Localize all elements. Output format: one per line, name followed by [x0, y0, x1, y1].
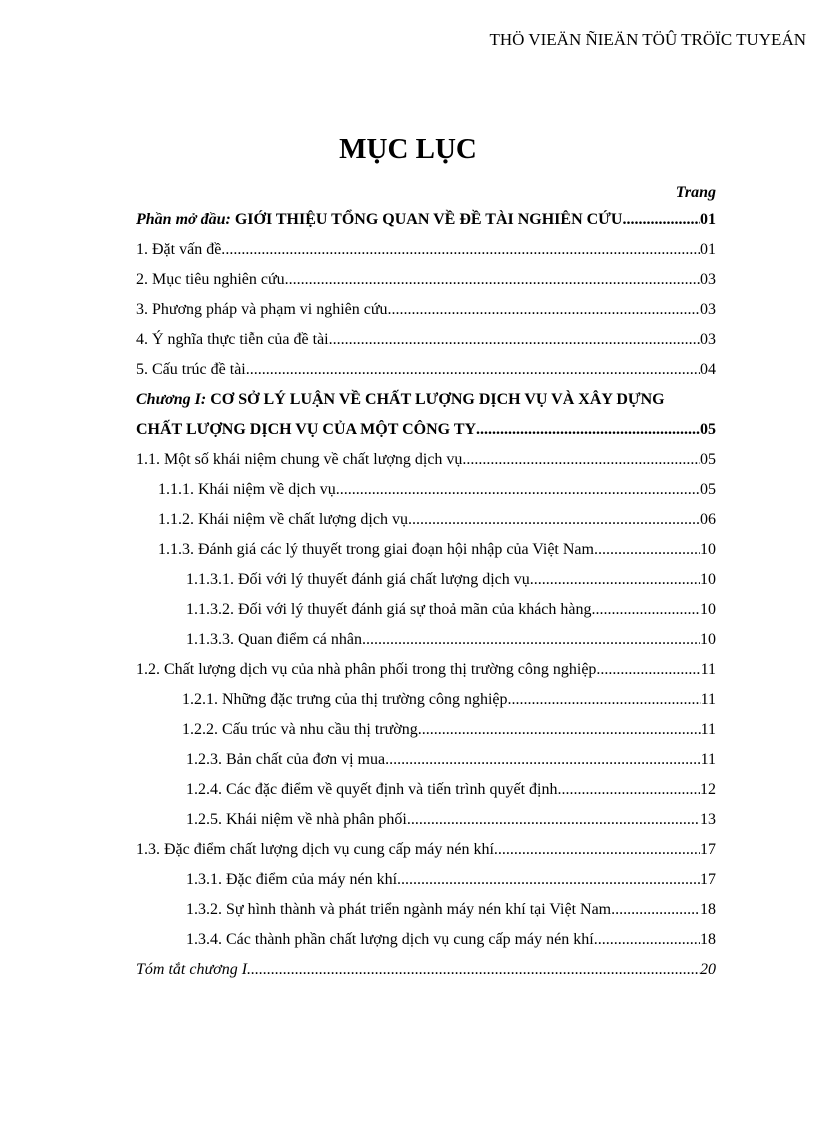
toc-entry: [136, 625, 716, 655]
toc-leader: [594, 925, 700, 955]
toc-entry-title: 1.3. Đặc điểm chất lượng dịch vụ cung cấp máy nén khí.: [136, 841, 498, 858]
toc-leader: [411, 805, 700, 835]
toc-entry: [136, 265, 716, 295]
toc-leader: [251, 955, 700, 985]
toc-page-number: 10: [700, 601, 716, 618]
toc-entry-title: 1.2.4. Các đặc điểm về quyết định và tiến trình quyết định: [186, 781, 558, 798]
toc-entry-title: 1.3.1. Đặc điểm của máy nén khí.: [186, 871, 402, 888]
toc-chapter-heading: [136, 385, 716, 415]
toc-intro-title: GIỚI THIỆU TỔNG QUAN VỀ ĐỀ TÀI NGHIÊN CỨU: [230, 211, 623, 228]
toc-entry-title: 1.3.4. Các thành phần chất lượng dịch vụ cung cấp máy nén khí: [186, 931, 594, 948]
toc-entry-title: 1.1.3. Đánh giá các lý thuyết trong giai đoạn hội nhập của Việt Nam: [158, 541, 594, 558]
toc-chapter-title: CƠ SỞ LÝ LUẬN VỀ CHẤT LƯỢNG DỊCH VỤ VÀ XÂY DỰNG: [206, 391, 665, 408]
toc-entry: [136, 835, 716, 865]
toc-page-number: 10: [700, 631, 716, 648]
toc-entry-title: 1.1.3.2. Đối với lý thuyết đánh giá sự thoả mãn của khách hàng.: [186, 601, 596, 618]
toc-entry: [136, 655, 716, 685]
toc-page-number: 05: [700, 451, 716, 468]
toc-entry-title: Tóm tắt chương I.: [136, 961, 252, 978]
toc-leader: [622, 205, 700, 235]
toc-chapter-title-cont: CHẤT LƯỢNG DỊCH VỤ CỦA MỘT CÔNG TY: [136, 421, 477, 438]
toc-entry-title: 1.2.1. Những đặc trưng của thị trường công nghiệp.: [182, 691, 512, 708]
page-header: THÖ VIEÄN ÑIEÄN TÖÛ TRÖÏC TUYEÁN: [489, 30, 806, 49]
toc-entry-title: 5. Cấu trúc đề tài.: [136, 361, 250, 378]
toc-entry-title: 1. Đặt vấn đề.: [136, 241, 226, 258]
toc-page-number: 10: [700, 541, 716, 558]
toc-entry-title: 1.3.2. Sự hình thành và phát triển ngành máy nén khí tại Việt Nam.: [186, 901, 616, 918]
toc-entry: [136, 355, 716, 385]
toc-entry-title: 1.2. Chất lượng dịch vụ của nhà phân phối trong thị trường công nghiệp.: [136, 661, 601, 678]
toc-leader: [530, 565, 700, 595]
toc-page-number: 12: [700, 781, 716, 798]
toc-page-number: 13: [700, 811, 716, 828]
toc-page-number: 17: [700, 871, 716, 888]
toc-leader: [557, 775, 700, 805]
toc-leader: [389, 745, 701, 775]
toc-entry-title: 1.1.2. Khái niệm về chất lượng dịch vụ: [158, 511, 408, 528]
toc-entry-title: 1.2.5. Khái niệm về nhà phân phối.: [186, 811, 411, 828]
page-column-label: Trang: [675, 184, 716, 201]
toc-leader: [596, 595, 701, 625]
toc-page-number: 01: [700, 211, 716, 228]
toc-entry: [136, 595, 716, 625]
toc-entry: [136, 685, 716, 715]
table-of-contents: [136, 205, 716, 985]
toc-leader: [466, 445, 700, 475]
page-title: MỤC LỤC: [339, 133, 477, 165]
toc-leader: [408, 505, 700, 535]
toc-page-number: 17: [700, 841, 716, 858]
toc-page-number: 20: [700, 961, 716, 978]
toc-entry: [136, 925, 716, 955]
toc-entry: [136, 805, 716, 835]
toc-entry-title: 1.1.3.1. Đối với lý thuyết đánh giá chất lượng dịch vụ: [186, 571, 530, 588]
toc-page-number: 18: [700, 901, 716, 918]
toc-leader: [401, 865, 700, 895]
toc-entry: [136, 445, 716, 475]
toc-entry-title: 1.1. Một số khái niệm chung về chất lượng dịch vụ.: [136, 451, 467, 468]
toc-entry-title: 1.2.3. Bản chất của đơn vị mua.: [186, 751, 390, 768]
toc-leader: [225, 235, 700, 265]
toc-entry: [136, 715, 716, 745]
toc-entry-title: 2. Mục tiêu nghiên cứu: [136, 271, 285, 288]
toc-entry: [136, 475, 716, 505]
toc-entry: [136, 865, 716, 895]
toc-entry-title: 4. Ý nghĩa thực tiễn của đề tài.: [136, 331, 333, 348]
toc-entry-title: 1.1.3.3. Quan điểm cá nhân.: [186, 631, 366, 648]
toc-chapter-prefix: Chương I:: [136, 391, 207, 408]
toc-entry: [136, 505, 716, 535]
toc-leader: [594, 535, 700, 565]
toc-page-number: 01: [700, 241, 716, 258]
toc-page-number: 04: [700, 361, 716, 378]
toc-entry-summary: [136, 955, 716, 985]
toc-page-number: 11: [700, 721, 716, 738]
toc-page-number: 06: [700, 511, 716, 528]
toc-page-number: 11: [700, 751, 716, 768]
toc-entry: [136, 235, 716, 265]
toc-chapter-heading-cont: [136, 415, 716, 445]
toc-leader: [498, 835, 700, 865]
toc-intro-prefix: Phần mở đầu:: [136, 211, 231, 228]
toc-page-number: 05: [700, 421, 716, 438]
toc-page-number: 03: [700, 331, 716, 348]
toc-entry-intro: [136, 205, 716, 235]
toc-leader: [422, 715, 701, 745]
toc-page-number: 11: [700, 661, 716, 678]
toc-entry-title: 1.1.1. Khái niệm về dịch vụ.: [158, 481, 340, 498]
toc-entry: [136, 775, 716, 805]
toc-leader: [285, 265, 700, 295]
toc-leader: [600, 655, 700, 685]
toc-page-number: 03: [700, 301, 716, 318]
toc-page-number: 11: [700, 691, 716, 708]
toc-entry-title: 1.2.2. Cấu trúc và nhu cầu thị trường.: [182, 721, 422, 738]
toc-page-number: 18: [700, 931, 716, 948]
toc-leader: [392, 295, 700, 325]
toc-entry: [136, 325, 716, 355]
toc-entry-title: 3. Phương pháp và phạm vi nghiên cứu.: [136, 301, 392, 318]
toc-leader: [340, 475, 700, 505]
toc-leader: [250, 355, 700, 385]
toc-entry: [136, 535, 716, 565]
toc-page-number: 03: [700, 271, 716, 288]
toc-leader: [512, 685, 701, 715]
toc-page-number: 10: [700, 571, 716, 588]
toc-leader: [615, 895, 700, 925]
toc-entry: [136, 295, 716, 325]
toc-leader: [476, 415, 700, 445]
toc-page-number: 05: [700, 481, 716, 498]
toc-entry: [136, 565, 716, 595]
toc-entry: [136, 745, 716, 775]
toc-entry: [136, 895, 716, 925]
toc-leader: [366, 625, 700, 655]
toc-leader: [333, 325, 700, 355]
